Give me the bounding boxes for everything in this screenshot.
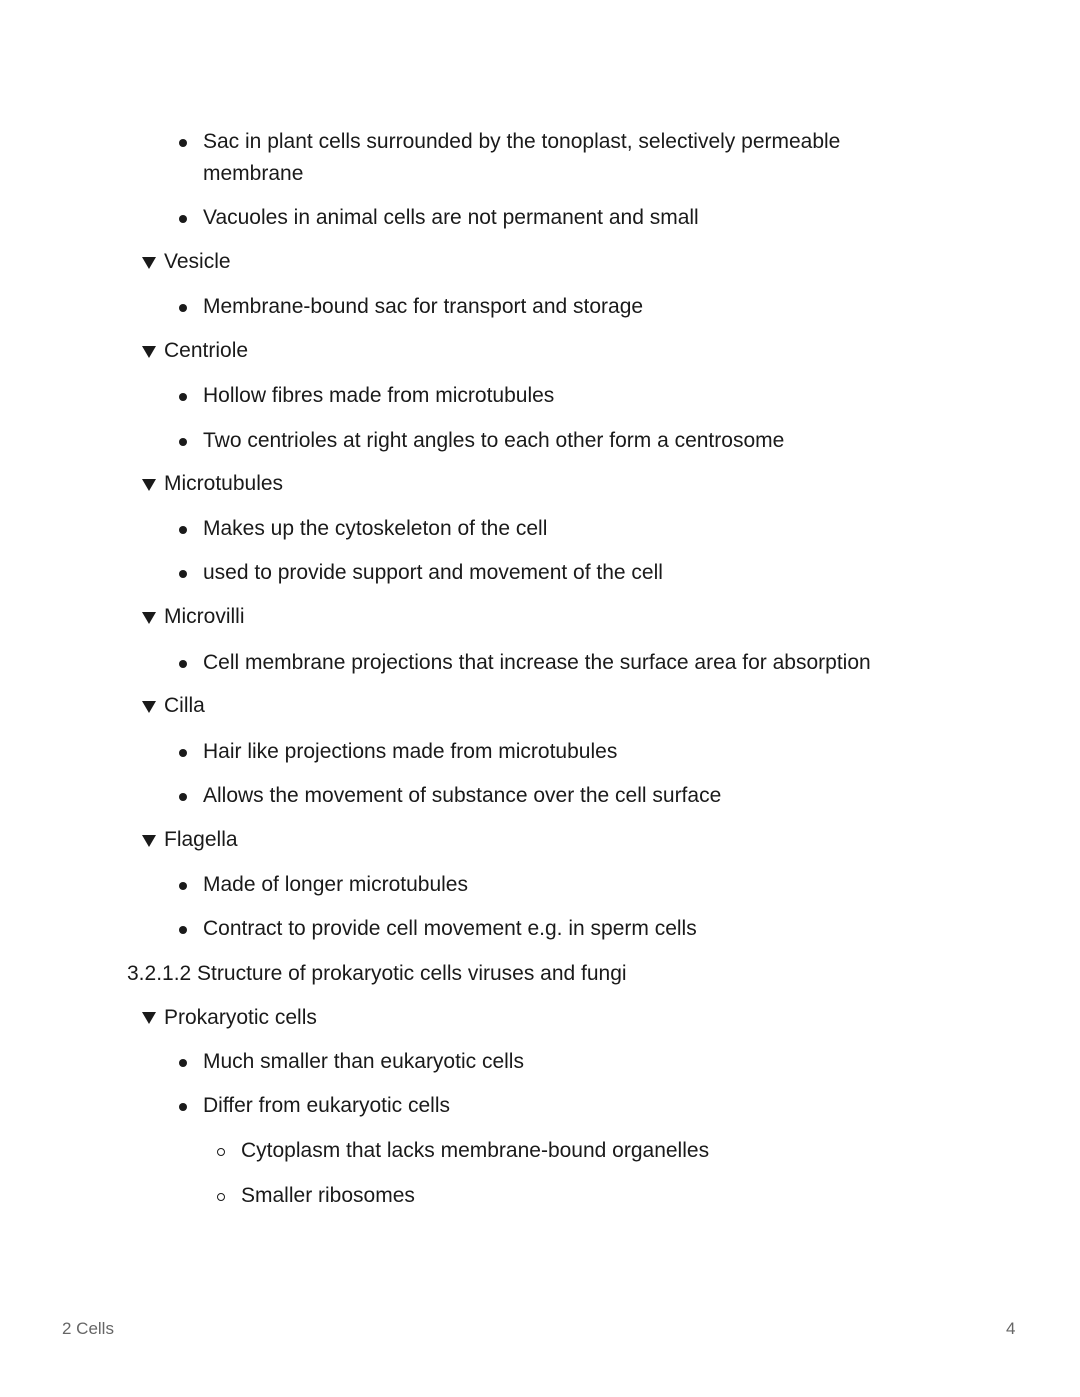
bullet-icon xyxy=(179,793,187,801)
list-item: Hair like projections made from microtubules xyxy=(203,740,618,763)
collapse-triangle-icon[interactable] xyxy=(142,701,156,713)
list-item: Contract to provide cell movement e.g. in sperm cells xyxy=(203,917,697,940)
toggle-heading-cilla[interactable]: Cilla xyxy=(164,694,205,717)
bullet-icon xyxy=(179,660,187,668)
bullet-icon xyxy=(179,1103,187,1111)
list-item: Differ from eukaryotic cells xyxy=(203,1094,451,1117)
list-item: Sac in plant cells surrounded by the tonoplast, selectively permeable xyxy=(203,130,841,153)
page-number: 4 xyxy=(1006,1319,1016,1338)
toggle-heading-centriole[interactable]: Centriole xyxy=(164,339,249,362)
list-item: Membrane-bound sac for transport and storage xyxy=(203,295,644,318)
collapse-triangle-icon[interactable] xyxy=(142,257,156,269)
bullet-icon xyxy=(179,882,187,890)
bullet-icon xyxy=(179,304,187,312)
bullet-icon xyxy=(179,438,187,446)
section-heading: 3.2.1.2 Structure of prokaryotic cells viruses and fungi xyxy=(127,962,627,985)
bullet-icon xyxy=(179,570,187,578)
bullet-icon xyxy=(179,749,187,757)
collapse-triangle-icon[interactable] xyxy=(142,612,156,624)
toggle-heading-vesicle[interactable]: Vesicle xyxy=(164,250,231,273)
bullet-icon xyxy=(179,526,187,534)
collapse-triangle-icon[interactable] xyxy=(142,835,156,847)
bullet-icon xyxy=(179,139,187,147)
hollow-bullet-icon xyxy=(217,1193,225,1201)
footer-section-label: 2 Cells xyxy=(62,1319,114,1338)
collapse-triangle-icon[interactable] xyxy=(142,346,156,358)
sub-list-item: Smaller ribosomes xyxy=(241,1184,415,1207)
sub-list-item: Cytoplasm that lacks membrane-bound organelles xyxy=(241,1139,710,1162)
list-item: Allows the movement of substance over the cell surface xyxy=(203,784,722,807)
bullet-icon xyxy=(179,393,187,401)
hollow-bullet-icon xyxy=(217,1148,225,1156)
toggle-heading-microvilli[interactable]: Microvilli xyxy=(164,605,245,628)
bullet-icon xyxy=(179,926,187,934)
toggle-heading-prokaryotic-cells[interactable]: Prokaryotic cells xyxy=(164,1006,317,1029)
bullet-icon xyxy=(179,1059,187,1067)
list-item: Two centrioles at right angles to each other form a centrosome xyxy=(203,429,785,452)
list-item-continuation: membrane xyxy=(203,162,304,185)
list-item: Vacuoles in animal cells are not permanent and small xyxy=(203,206,699,229)
list-item: Cell membrane projections that increase the surface area for absorption xyxy=(203,651,871,674)
toggle-heading-microtubules[interactable]: Microtubules xyxy=(164,472,284,495)
list-item: Hollow fibres made from microtubules xyxy=(203,384,555,407)
list-item: Much smaller than eukaryotic cells xyxy=(203,1050,524,1073)
bullet-icon xyxy=(179,215,187,223)
list-item: Made of longer microtubules xyxy=(203,873,468,896)
list-item: used to provide support and movement of the cell xyxy=(203,561,663,584)
toggle-heading-flagella[interactable]: Flagella xyxy=(164,828,238,851)
collapse-triangle-icon[interactable] xyxy=(142,479,156,491)
list-item: Makes up the cytoskeleton of the cell xyxy=(203,517,548,540)
collapse-triangle-icon[interactable] xyxy=(142,1012,156,1024)
